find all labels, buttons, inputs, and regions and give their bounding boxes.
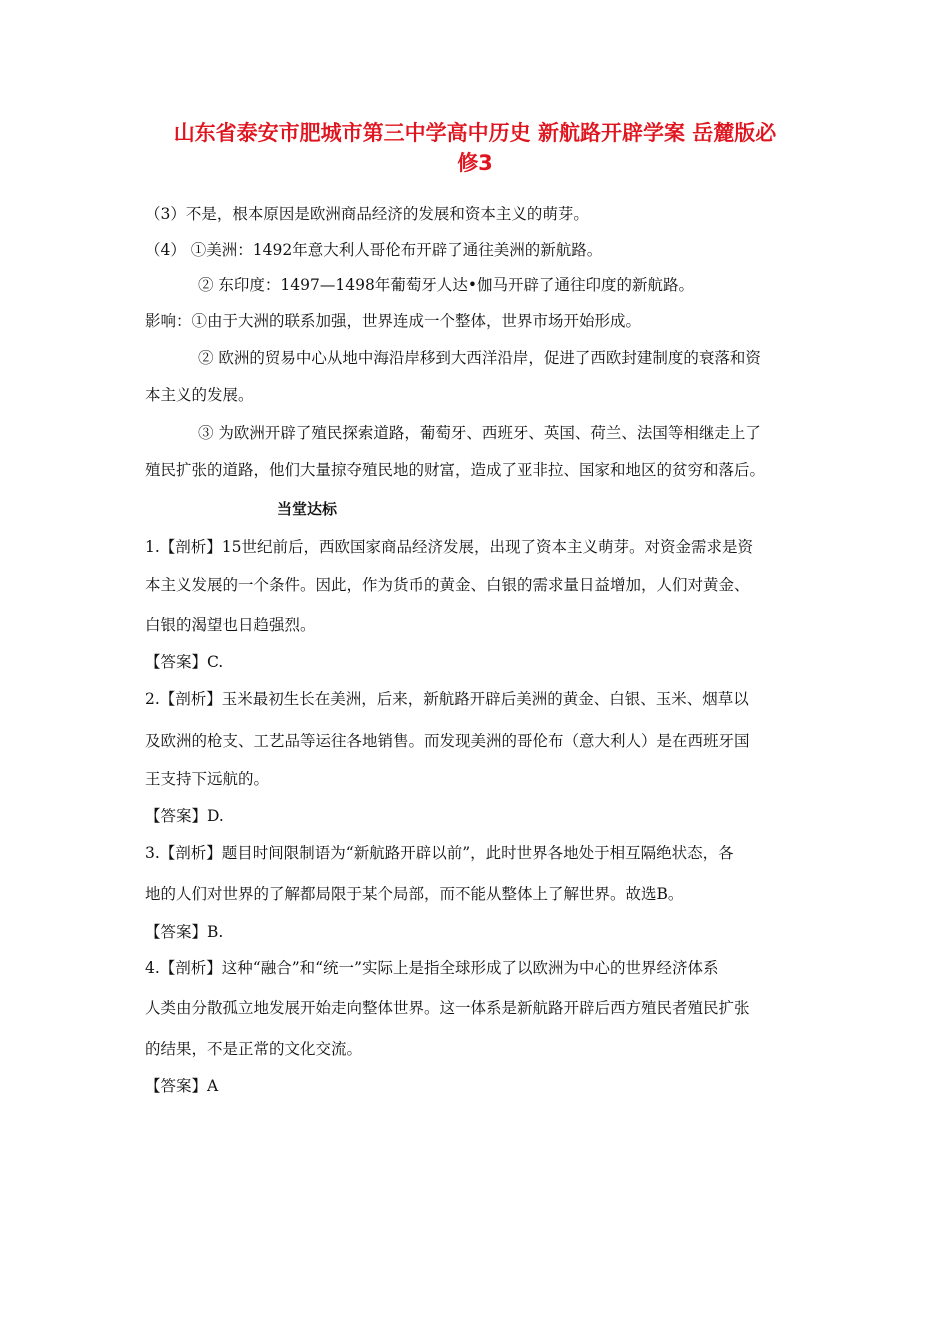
- answer-line: 【答案】A: [145, 1077, 219, 1095]
- text-line: 影响：①由于大洲的联系加强，世界连成一个整体，世界市场开始形成。: [145, 312, 642, 330]
- text-line: 1.【剖析】15世纪前后，西欧国家商品经济发展，出现了资本主义萌芽。对资金需求是资: [145, 538, 754, 556]
- text-line: 本主义的发展。: [145, 386, 254, 404]
- text-line: 2.【剖析】玉米最初生长在美洲，后来，新航路开辟后美洲的黄金、白银、玉米、烟草以: [145, 690, 749, 708]
- section-heading: 当堂达标: [277, 500, 338, 518]
- answer-line: 【答案】D.: [145, 807, 224, 825]
- document-title: [120, 118, 830, 178]
- text-line: ③ 为欧洲开辟了殖民探索道路，葡萄牙、西班牙、英国、荷兰、法国等相继走上了: [198, 424, 761, 442]
- text-line: （4） ①美洲：1492年意大利人哥伦布开辟了通往美洲的新航路。: [145, 241, 603, 259]
- text-line: 4.【剖析】这种“融合”和“统一”实际上是指全球形成了以欧洲为中心的世界经济体系: [145, 959, 719, 977]
- text-line: 本主义发展的一个条件。因此，作为货币的黄金、白银的需求量日益增加，人们对黄金、: [145, 576, 750, 594]
- text-line: （3）不是，根本原因是欧洲商品经济的发展和资本主义的萌芽。: [145, 205, 589, 223]
- title-line-1: 山东省泰安市肥城市第三中学高中历史 新航路开辟学案 岳麓版必: [173, 121, 777, 145]
- answer-line: 【答案】C.: [145, 653, 224, 671]
- text-line: 殖民扩张的道路，他们大量掠夺殖民地的财富，造成了亚非拉、国家和地区的贫穷和落后。: [145, 461, 766, 479]
- title-line-2: 修3: [457, 151, 493, 175]
- text-line: 人类由分散孤立地发展开始走向整体世界。这一体系是新航路开辟后西方殖民者殖民扩张: [145, 999, 750, 1017]
- text-line: ② 欧洲的贸易中心从地中海沿岸移到大西洋沿岸，促进了西欧封建制度的衰落和资: [198, 349, 761, 367]
- text-line: 3.【剖析】题目时间限制语为“新航路开辟以前”，此时世界各地处于相互隔绝状态，各: [145, 844, 734, 862]
- text-line: 白银的渴望也日趋强烈。: [145, 616, 316, 634]
- text-line: 地的人们对世界的了解都局限于某个局部，而不能从整体上了解世界。故选B。: [145, 885, 684, 903]
- text-line: 王支持下远航的。: [145, 770, 270, 788]
- text-line: 及欧洲的枪支、工艺品等运往各地销售。而发现美洲的哥伦布（意大利人）是在西班牙国: [145, 732, 750, 750]
- answer-line: 【答案】B.: [145, 923, 224, 941]
- text-line: ② 东印度：1497—1498年葡萄牙人达•伽马开辟了通往印度的新航路。: [198, 276, 694, 294]
- text-line: 的结果，不是正常的文化交流。: [145, 1040, 363, 1058]
